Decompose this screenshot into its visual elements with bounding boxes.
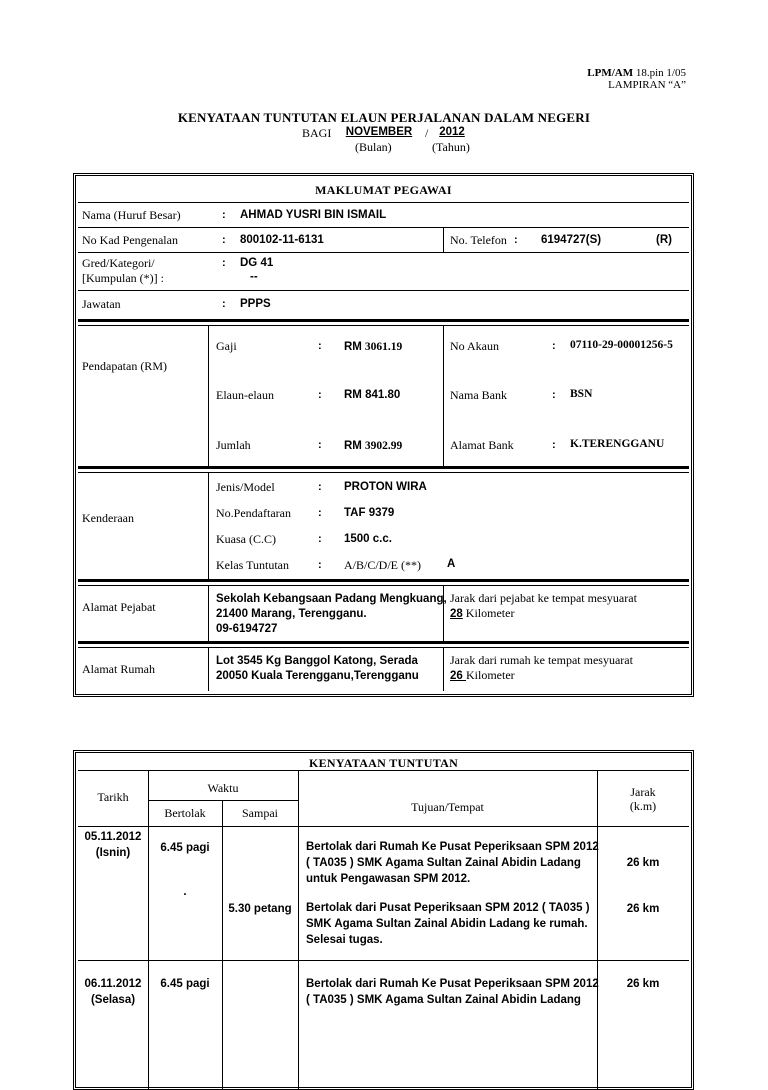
ref-code-rest: 18.pin 1/05 (633, 67, 686, 79)
gred-value: DG 41 (240, 257, 274, 269)
jumlah-currency: RM (344, 440, 362, 452)
akaun-value: 07110-29-00001256-5 (570, 339, 673, 351)
col-tujuan: Tujuan/Tempat (411, 800, 484, 814)
pejabat-jarak-value: 28 (450, 608, 463, 620)
elaun-label: Elaun-elaun (216, 388, 274, 402)
gaji-value-group (344, 339, 402, 354)
period-line (302, 126, 465, 141)
row2-tujuan-1-line-1: Bertolak dari Rumah Ke Pusat Peperiksaan SPM 2012 (306, 978, 599, 990)
year-value: 2012 (439, 126, 465, 138)
row1-jarak-1: 26 km (626, 857, 660, 869)
ic-value: 800102-11-6131 (240, 234, 324, 246)
jawatan-colon: : (222, 298, 226, 310)
col-waktu: Waktu (207, 781, 239, 795)
tuntutan-section-title: KENYATAAN TUNTUTAN (308, 756, 459, 770)
bagi-label: BAGI (302, 126, 332, 140)
col-bertolak: Bertolak (164, 806, 206, 820)
akaun-label: No Akaun (450, 339, 499, 353)
ic-colon: : (222, 234, 226, 246)
pendapatan-label: Pendapatan (RM) (82, 359, 167, 373)
elaun-value: RM 841.80 (344, 389, 401, 401)
jenis-value: PROTON WIRA (344, 481, 427, 493)
jawatan-value: PPPS (240, 298, 271, 310)
pejabat-jarak-unit: Kilometer (462, 606, 515, 620)
daftar-label: No.Pendaftaran (216, 506, 291, 520)
rumah-label: Alamat Rumah (82, 662, 155, 676)
row1-dot: . (183, 886, 187, 898)
gaji-currency: RM (344, 341, 362, 353)
row2-day: (Selasa) (90, 994, 136, 1006)
jenis-label: Jenis/Model (216, 480, 275, 494)
alamat-bank-value: K.TERENGGANU (570, 438, 665, 450)
rumah-line-2: 20050 Kuala Terengganu,Terengganu (216, 670, 419, 682)
row2-bertolak: 6.45 pagi (160, 978, 210, 990)
row1-date: 05.11.2012 (84, 831, 142, 843)
jumlah-value-group (344, 438, 402, 453)
row1-tujuan-2-line-2: SMK Agama Sultan Zainal Abidin Ladang ke rumah. (306, 918, 588, 930)
daftar-colon: : (318, 507, 322, 519)
page-title: KENYATAAN TUNTUTAN ELAUN PERJALANAN DALAM NEGERI (177, 110, 591, 125)
daftar-value: TAF 9379 (344, 507, 395, 519)
kumpulan-label: [Kumpulan (*)] : (82, 271, 164, 285)
period-separator: / (425, 126, 429, 140)
col-jarak-2: (k.m) (629, 799, 657, 813)
jawatan-label: Jawatan (82, 297, 121, 311)
row1-tujuan-1-line-2: ( TA035 ) SMK Agama Sultan Zainal Abidin Ladang (306, 857, 581, 869)
row1-tujuan-1-line-1: Bertolak dari Rumah Ke Pusat Peperiksaan SPM 2012 (306, 841, 599, 853)
row2-date: 06.11.2012 (84, 978, 142, 990)
bank-colon: : (552, 389, 556, 401)
lampiran-label: LAMPIRAN “A” (608, 79, 686, 91)
kuasa-label: Kuasa (C.C) (216, 532, 276, 546)
month-caption: (Bulan) (355, 140, 392, 154)
kelas-options: A/B/C/D/E (**) (344, 558, 421, 572)
nama-label: Nama (Huruf Besar) (82, 208, 181, 222)
ic-label: No Kad Pengenalan (82, 233, 178, 247)
row2-jarak-1: 26 km (626, 978, 660, 990)
row1-day: (Isnin) (95, 847, 131, 859)
telefon-colon: : (514, 234, 518, 246)
jumlah-value: 3902.99 (364, 440, 403, 452)
alamat-bank-label: Alamat Bank (450, 438, 514, 452)
telefon-r: (R) (656, 234, 672, 246)
elaun-colon: : (318, 389, 322, 401)
kuasa-colon: : (318, 533, 322, 545)
row2-tujuan-1-line-2: ( TA035 ) SMK Agama Sultan Zainal Abidin Ladang (306, 994, 581, 1006)
rumah-jarak-unit: Kilometer (466, 668, 515, 682)
rumah-line-1: Lot 3545 Kg Banggol Katong, Serada (216, 655, 418, 667)
row1-sampai: 5.30 petang (228, 903, 292, 915)
kumpulan-value: -- (250, 271, 258, 283)
rumah-address (216, 654, 419, 684)
kenderaan-label: Kenderaan (82, 511, 134, 525)
rumah-jarak-label: Jarak dari rumah ke tempat mesyuarat (450, 653, 633, 667)
row1-jarak-2: 26 km (626, 903, 660, 915)
kelas-label: Kelas Tuntutan (216, 558, 290, 572)
rumah-jarak-value: 26 (450, 670, 466, 682)
pejabat-jarak-label: Jarak dari pejabat ke tempat mesyuarat (450, 591, 637, 605)
pejabat-line-3: 09-6194727 (216, 623, 278, 635)
row1-tujuan-2-line-1: Bertolak dari Pusat Peperiksaan SPM 2012 ( TA035 ) (306, 902, 590, 914)
row1-tujuan-2 (306, 900, 590, 948)
row1-tujuan-1-line-3: untuk Pengawasan SPM 2012. (306, 873, 471, 885)
pejabat-label: Alamat Pejabat (82, 600, 156, 614)
akaun-colon: : (552, 340, 556, 352)
jumlah-colon: : (318, 439, 322, 451)
gaji-label: Gaji (216, 339, 237, 353)
telefon-label: No. Telefon (450, 233, 507, 247)
gred-colon: : (222, 257, 226, 269)
row2-tujuan-1 (306, 976, 599, 1008)
month-value: NOVEMBER (345, 126, 413, 138)
gred-label: Gred/Kategori/ (82, 256, 155, 270)
pejabat-line-2: 21400 Marang, Terengganu. (216, 608, 367, 620)
col-jarak-1: Jarak (630, 785, 656, 799)
row1-bertolak: 6.45 pagi (160, 842, 210, 854)
col-tarikh: Tarikh (97, 790, 129, 804)
telefon-value: 6194727(S) (541, 234, 602, 246)
jenis-colon: : (318, 481, 322, 493)
alamat-bank-colon: : (552, 439, 556, 451)
kuasa-value: 1500 c.c. (344, 533, 392, 545)
pegawai-section-title: MAKLUMAT PEGAWAI (315, 183, 452, 197)
row1-tujuan-2-line-3: Selesai tugas. (306, 934, 383, 946)
rumah-jarak (450, 668, 515, 683)
pejabat-address (216, 592, 447, 637)
kelas-colon: : (318, 559, 322, 571)
gaji-colon: : (318, 340, 322, 352)
nama-colon: : (222, 209, 226, 221)
row1-tujuan-1 (306, 839, 599, 887)
bank-label: Nama Bank (450, 388, 507, 402)
gaji-value: 3061.19 (364, 341, 403, 353)
ref-code-bold: LPM/AM (587, 67, 634, 79)
pejabat-jarak (450, 606, 514, 621)
year-caption: (Tahun) (432, 140, 470, 154)
pejabat-line-1: Sekolah Kebangsaan Padang Mengkuang, (216, 593, 447, 605)
jumlah-label: Jumlah (216, 438, 251, 452)
bank-value: BSN (570, 388, 593, 400)
kelas-value: A (447, 558, 456, 570)
col-sampai: Sampai (242, 806, 278, 820)
nama-value: AHMAD YUSRI BIN ISMAIL (240, 209, 387, 221)
